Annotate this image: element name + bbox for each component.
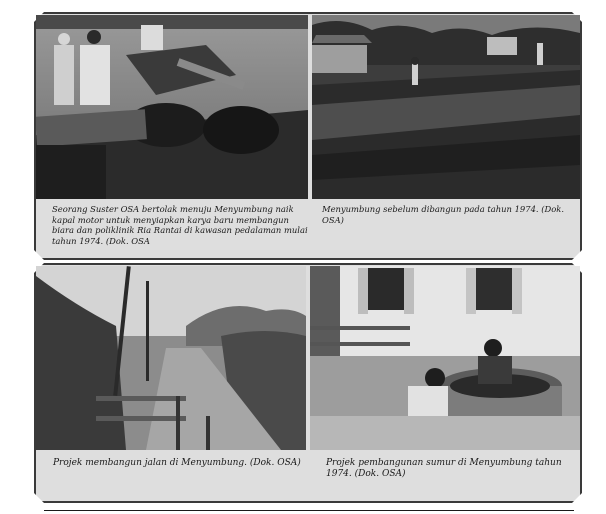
photo-road (36, 266, 306, 450)
bottom-rule (44, 510, 574, 511)
caption-well: Projek pembangunan sumur di Menyumbung tahun 1974. (Dok. OSA) (326, 458, 562, 480)
photo-village (312, 15, 580, 199)
caption-village: Menyumbung sebelum dibangun pada tahun 1974. (Dok. OSA) (322, 204, 564, 225)
photo-well (310, 266, 580, 450)
caption-boat: Seorang Suster OSA bertolak menuju Menyumbung naik kapal motor untuk menyiapkan karya baru membangun biara dan poliklinik Ria Rantai di kawasan pedalaman mulai tahun 1974. (Dok. OSA (52, 204, 308, 246)
photo-boat (36, 15, 308, 199)
caption-road: Projek membangun jalan di Menyumbung. (Dok. OSA) (53, 458, 301, 468)
